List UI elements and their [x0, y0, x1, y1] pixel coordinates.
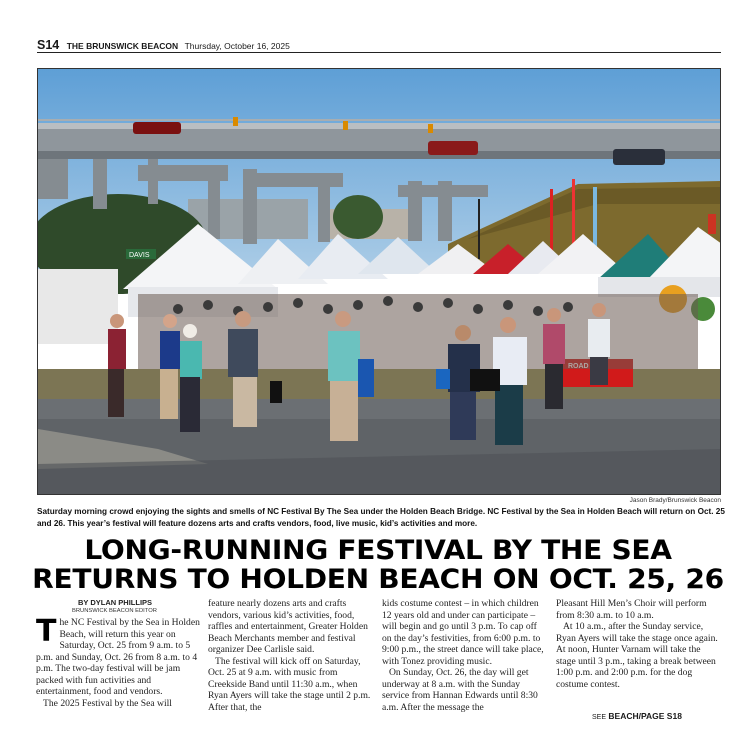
page-number: S14	[37, 38, 60, 52]
article-paragraph: kids costume contest – in which children 12 years old and under can participate – will begin and go until 3 p.m. To cap off on the day’s festivities, from 6:00 p.m. to 9:00 p.m., the street dance will take place, with Tonez providing music.	[382, 598, 544, 667]
paragraph-text: he NC Festival by the Sea in Holden Beach, will return this year on Saturday, Oct. 25 from 9 a.m. to 5 p.m. and Sunday, Oct. 26 from 8 a.m. to 4 p.m. The two-day festival will be jam packed with fun activities and entertainment, food and vendors.	[36, 617, 200, 697]
article-column-4	[556, 598, 722, 690]
folio	[37, 36, 721, 52]
article-paragraph: At 10 a.m., after the Sunday service, Ryan Ayers will take the stage once again. At noon, Hunter Varnam will take the stage until 3 p.m., taking a break between 1:00 p.m. and 2:00 p.m. for the dog costume contest.	[556, 621, 718, 690]
photo-caption: Saturday morning crowd enjoying the sights and smells of NC Festival By The Sea under the Holden Beach Bridge. NC Festival by the Sea in Holden Beach will return on Oct. 25 and 26. This year’s festival will feature dozens arts and crafts vendors, food, live music, kid’s activities and more.	[37, 507, 725, 528]
photo-credit: Jason Brady/Brunswick Beacon	[629, 497, 721, 504]
article-paragraph: The 2025 Festival by the Sea will	[43, 697, 172, 709]
jump-target: BEACH/PAGE S18	[608, 711, 682, 721]
car-on-bridge	[133, 122, 181, 134]
byline-role: BRUNSWICK BEACON EDITOR	[72, 608, 157, 614]
jump-label: SEE	[592, 714, 607, 721]
davis-sign: DAVIS	[129, 252, 150, 259]
article-column-2	[208, 598, 374, 713]
jump-line	[592, 711, 682, 721]
issue-date: Thursday, October 16, 2025	[184, 41, 290, 51]
article-paragraph: Pleasant Hill Men’s Choir will perform from 8:30 a.m. to 10 a.m.	[556, 598, 707, 621]
festival-photo-illustration	[38, 69, 721, 495]
article-paragraph: On Sunday, Oct. 26, the day will get underway at 8 a.m. with the Sunday service from Hannan Edwards until 8:30 a.m. After the message the	[382, 667, 538, 713]
publication-name: THE BRUNSWICK BEACON	[66, 41, 179, 51]
article-paragraph: feature nearly dozens arts and crafts vendors, various kid’s activities, food, raffles and entertainment, Greater Holden Beach Merchants member and festival organizer Dee Carlisle said.	[208, 598, 368, 655]
headline-line-1: LONG-RUNNING FESTIVAL BY THE SEA	[84, 535, 672, 566]
folio-rule	[37, 52, 721, 53]
headline	[16, 536, 740, 594]
byline: BY DYLAN PHILLIPS	[78, 598, 153, 607]
crowd	[138, 294, 698, 369]
article-paragraph	[36, 614, 202, 698]
festival-photo	[37, 68, 721, 495]
headline-line-2: RETURNS TO HOLDEN BEACH ON OCT. 25, 26	[32, 564, 724, 595]
article-paragraph: The festival will kick off on Saturday, Oct. 25 at 9 a.m. with music from Creekside Band until 11:30 a.m., when Ryan Ayers will take the stage until 2 p.m. After that, the	[208, 655, 371, 713]
article-column-1	[36, 598, 202, 709]
article-column-3	[382, 598, 548, 713]
drop-cap: T	[36, 614, 57, 649]
